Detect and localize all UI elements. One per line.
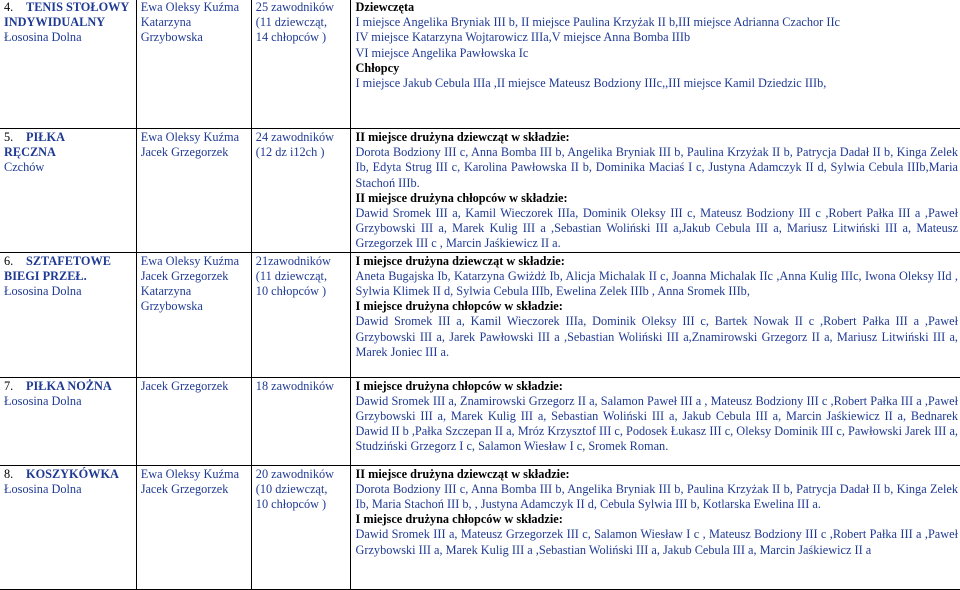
- discipline-name: PIŁKA NOŻNA: [26, 378, 112, 393]
- result-heading: [355, 379, 958, 394]
- result-heading-text: I miejsce drużyna dziewcząt w składzie:: [355, 253, 565, 268]
- result-text: Dawid Sromek III a, Mateusz Grzegorzek III c, Salamon Wiesław I c , Mateusz Bodziony III c ,Robert Pałka III a ,Paweł Grzybowski III a, Marek Kulig III a ,Sebastian Woliński III a, Jakub Cebula III a, Marcin Jaśkiewicz II a: [355, 527, 958, 557]
- participant-count: (12 dz i12ch ): [255, 145, 325, 160]
- coach-name: Katarzyna Grzybowska: [140, 284, 203, 314]
- participant-count: 21zawodników: [255, 253, 331, 268]
- row-number: 5.: [4, 130, 14, 144]
- discipline-name: BIEGI PRZEŁ.: [4, 268, 87, 283]
- coach-name: Ewa Oleksy Kuźma: [140, 466, 240, 481]
- result-heading: [355, 467, 958, 482]
- participant-count: 24 zawodników: [255, 130, 335, 144]
- coach-name: Jacek Grzegorzek: [140, 378, 229, 393]
- discipline-name: KOSZYKÓWKA: [26, 466, 119, 481]
- result-heading-text: I miejsce drużyna chłopców w składzie:: [355, 512, 563, 527]
- result-heading: [355, 0, 958, 15]
- result-heading-text: Dziewczęta: [355, 0, 415, 14]
- participant-count: (11 dziewcząt,: [255, 268, 328, 283]
- coach-name: Ewa Oleksy Kuźma: [140, 0, 240, 14]
- coach-name: Ewa Oleksy Kuźma: [140, 253, 240, 268]
- table-row: [0, 0, 960, 129]
- discipline-name: SZTAFETOWE: [26, 253, 111, 268]
- result-text: Dorota Bodziony III c, Anna Bomba III b, Angelika Bryniak III b, Paulina Krzyżak II b, Patrycja Dadał II b, Kinga Zelek Ib, Maria Stachoń III b, , Justyna Adamczyk II d, Cebula Sylwia III b, Kotlarska Ewelina III a.: [355, 481, 958, 512]
- table-row: [0, 377, 960, 465]
- discipline-cell: [0, 377, 136, 465]
- results-cell: [351, 252, 960, 377]
- result-text: I miejsce Angelika Bryniak III b, II miejsce Paulina Krzyżak II b,III miejsce Adrianna Czachor IIc: [355, 15, 840, 30]
- discipline-name: PIŁKA: [26, 130, 65, 144]
- result-text: I miejsce Jakub Cebula IIIa ,II miejsce Mateusz Bodziony IIIc,,III miejsce Kamil Dziedzic IIIb,: [355, 76, 827, 91]
- result-text: Dorota Bodziony III c, Anna Bomba III b, Angelika Bryniak III b, Paulina Krzyżak II b, Patrycja Dadał II b, Kinga Zelek Ib, Edyta Strug III c, Karolina Pawłowska II b, Dominika Maciaś I c, Justyna Adamczyk II d, Sylwia Cebula IIIb,Maria Stachoń IIIb.: [355, 145, 958, 190]
- result-text: Dawid Sromek III a, Kamil Wieczorek IIIa, Dominik Oleksy III c, Bartek Nowak II c ,Robert Pałka III a ,Paweł Grzybowski III a, Jarek Pawłowski III a ,Sebastian Woliński III a,Znamirowski Grzegorz II a, Mariusz Litwiński III a, Marek Joniec III a.: [355, 314, 958, 359]
- results-cell: [351, 129, 960, 253]
- result-text: VI miejsce Angelika Pawłowska Ic: [355, 45, 529, 60]
- participant-count: 25 zawodników: [255, 0, 335, 14]
- row-number: 7.: [4, 378, 14, 393]
- coach-name: Jacek Grzegorzek: [140, 145, 229, 160]
- participants-cell: [251, 0, 351, 129]
- result-text: IV miejsce Katarzyna Wojtarowicz IIIa,V miejsce Anna Bomba IIIb: [355, 30, 691, 45]
- discipline-name: INDYWIDUALNY: [4, 15, 106, 30]
- row-number: 8.: [4, 466, 14, 481]
- result-heading-text: Chłopcy: [355, 60, 400, 75]
- results-cell: [351, 465, 960, 589]
- result-text: Dawid Sromek III a, Kamil Wieczorek IIIa, Dominik Oleksy III c, Mateusz Bodziony III c ,Robert Pałka III a ,Paweł Grzybowski III a, Marek Kulig III a ,Sebastian Woliński III a,Jakub Cebula III a, Mariusz Litwiński III a, Mateusz Grzegorzek III c , Marcin Jaśkiewicz II a.: [355, 206, 958, 251]
- coaches-cell: [136, 465, 251, 589]
- participant-count: 20 zawodników: [255, 466, 335, 481]
- result-heading: [355, 130, 958, 145]
- result-heading-text: II miejsce drużyna chłopców w składzie:: [355, 190, 568, 205]
- participant-count: (10 dziewcząt,: [255, 481, 328, 496]
- venue: Czchów: [4, 160, 45, 175]
- results-cell: [351, 0, 960, 129]
- participant-count: (11 dziewcząt,: [255, 15, 328, 30]
- participant-count: 14 chłopców ): [255, 30, 327, 45]
- coaches-cell: [136, 252, 251, 377]
- result-heading-text: II miejsce drużyna dziewcząt w składzie:: [355, 130, 570, 144]
- table-row: [0, 129, 960, 253]
- table-row: [0, 252, 960, 377]
- participants-cell: [251, 465, 351, 589]
- coach-name: Katarzyna Grzybowska: [140, 15, 203, 45]
- coach-name: Jacek Grzegorzek: [140, 481, 229, 496]
- participants-cell: [251, 377, 351, 465]
- row-number: 6.: [4, 253, 14, 268]
- result-heading-text: I miejsce drużyna chłopców w składzie:: [355, 299, 563, 314]
- result-text: Aneta Bugajska Ib, Katarzyna Gwiżdż Ib, Alicja Michalak II c, Joanna Michalak IIc ,Anna Kulig IIIc, Iwona Oleksy IId , Sylwia Klimek II d, Sylwia Cebula IIIb, Ewelina Zelek IIIb , Anna Sromek IIIb,: [355, 268, 958, 299]
- discipline-cell: [0, 0, 136, 129]
- result-heading-text: I miejsce drużyna chłopców w składzie:: [355, 378, 563, 393]
- coaches-cell: [136, 0, 251, 129]
- venue: Łososina Dolna: [4, 481, 82, 496]
- results-cell: [351, 377, 960, 465]
- result-heading: [355, 299, 958, 314]
- participants-cell: [251, 129, 351, 253]
- row-number: 4.: [4, 0, 14, 14]
- venue: Łososina Dolna: [4, 393, 82, 408]
- discipline-name: RĘCZNA: [4, 145, 56, 160]
- venue: Łososina Dolna: [4, 284, 82, 299]
- venue: Łososina Dolna: [4, 30, 82, 45]
- result-heading: [355, 61, 958, 76]
- table-row: [0, 465, 960, 589]
- discipline-name: TENIS STOŁOWY: [26, 0, 130, 14]
- result-heading: [355, 254, 958, 269]
- discipline-cell: [0, 129, 136, 253]
- participant-count: 10 chłopców ): [255, 497, 327, 512]
- participant-count: 10 chłopców ): [255, 284, 327, 299]
- coaches-cell: [136, 377, 251, 465]
- result-heading: [355, 191, 958, 206]
- coaches-cell: [136, 129, 251, 253]
- result-heading-text: II miejsce drużyna dziewcząt w składzie:: [355, 466, 570, 481]
- result-heading: [355, 512, 958, 527]
- result-text: Dawid Sromek III a, Znamirowski Grzegorz II a, Salamon Paweł III a , Mateusz Bodziony III c ,Robert Pałka III a ,Paweł Grzybowski III a, Marek Kulig III a, Sebastian Woliński III a, Jakub Cebula III a, Marcin Jaśkiewicz II a, Bednarek Dawid II b ,Pałka Szczepan II a, Mróz Krzysztof III c, Podosek Łukasz III c, Oleksy Dominik III c, Pawłowski Jarek III a, Studziński Grzegorz I c, Salamon Wiesław I c, Sromek Roman.: [355, 393, 958, 454]
- coach-name: Jacek Grzegorzek: [140, 268, 229, 283]
- participant-count: 18 zawodników: [255, 378, 335, 393]
- participants-cell: [251, 252, 351, 377]
- discipline-cell: [0, 465, 136, 589]
- coach-name: Ewa Oleksy Kuźma: [140, 130, 240, 144]
- discipline-cell: [0, 252, 136, 377]
